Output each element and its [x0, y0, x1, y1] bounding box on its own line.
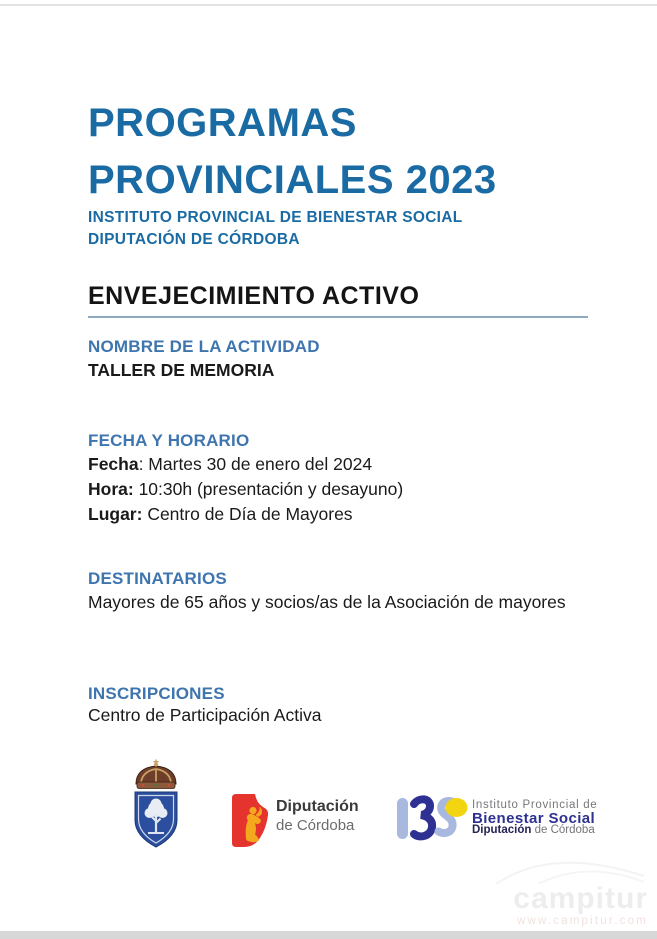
- field-value: 10:30h (presentación y desayuno): [133, 479, 404, 499]
- schedule-section-heading: FECHA Y HORARIO: [88, 431, 250, 450]
- diputacion-logo-text-line2: de Córdoba: [276, 817, 355, 834]
- crown-icon: [136, 760, 176, 789]
- watermark-url: www.campitur.com: [516, 915, 648, 927]
- watermark-brand: campitur: [513, 882, 648, 915]
- watermark-arcs-icon: [492, 858, 648, 884]
- ibs-logo-text-line1: Instituto Provincial de: [472, 799, 598, 811]
- page-bottom-bar: [0, 931, 657, 939]
- municipal-coat-of-arms-icon: [131, 758, 181, 848]
- field-value: Centro de Día de Mayores: [142, 504, 353, 524]
- recipients-value: Mayores de 65 años y socios/as de la Asociación de mayores: [88, 592, 566, 612]
- registration-value: Centro de Participación Activa: [88, 705, 322, 725]
- program-heading: ENVEJECIMIENTO ACTIVO: [88, 282, 420, 310]
- schedule-row-lugar: [88, 502, 403, 527]
- page-title-line2: PROVINCIALES 2023: [88, 158, 497, 202]
- registration-section-heading: INSCRIPCIONES: [88, 684, 225, 703]
- activity-section-heading: NOMBRE DE LA ACTIVIDAD: [88, 337, 320, 356]
- activity-value: TALLER DE MEMORIA: [88, 360, 275, 380]
- diputacion-cordoba-icon: [232, 794, 269, 847]
- page-subtitle: [88, 207, 463, 251]
- field-label: Hora:: [88, 479, 134, 499]
- diputacion-logo-text-line1: Diputación: [276, 798, 359, 815]
- recipients-section-heading: DESTINATARIOS: [88, 569, 227, 588]
- ibs-logo-text-line3-bold: Diputación: [472, 824, 532, 836]
- schedule-row-hora: [88, 477, 403, 502]
- schedule-row-fecha: [88, 452, 403, 477]
- field-label: Lugar:: [88, 504, 143, 524]
- ibs-logo-text-line2: Bienestar Social: [472, 810, 596, 827]
- page-title-line1: PROGRAMAS: [88, 101, 357, 145]
- shield-icon: [135, 792, 177, 847]
- subtitle-line1: INSTITUTO PROVINCIAL DE BIENESTAR SOCIAL: [88, 209, 463, 226]
- field-label: Fecha: [88, 454, 139, 474]
- field-value: : Martes 30 de enero del 2024: [138, 454, 373, 474]
- schedule-rows: [88, 452, 403, 527]
- ibs-logo-text-line3: [472, 825, 595, 837]
- subtitle-line2: DIPUTACIÓN DE CÓRDOBA: [88, 231, 300, 248]
- ibs-logo-text-line3-rest: de Córdoba: [531, 824, 595, 836]
- ibs-monogram-icon: [397, 795, 468, 842]
- program-heading-underline: [88, 316, 588, 318]
- page-top-edge: [0, 4, 657, 6]
- watermark: [492, 858, 648, 928]
